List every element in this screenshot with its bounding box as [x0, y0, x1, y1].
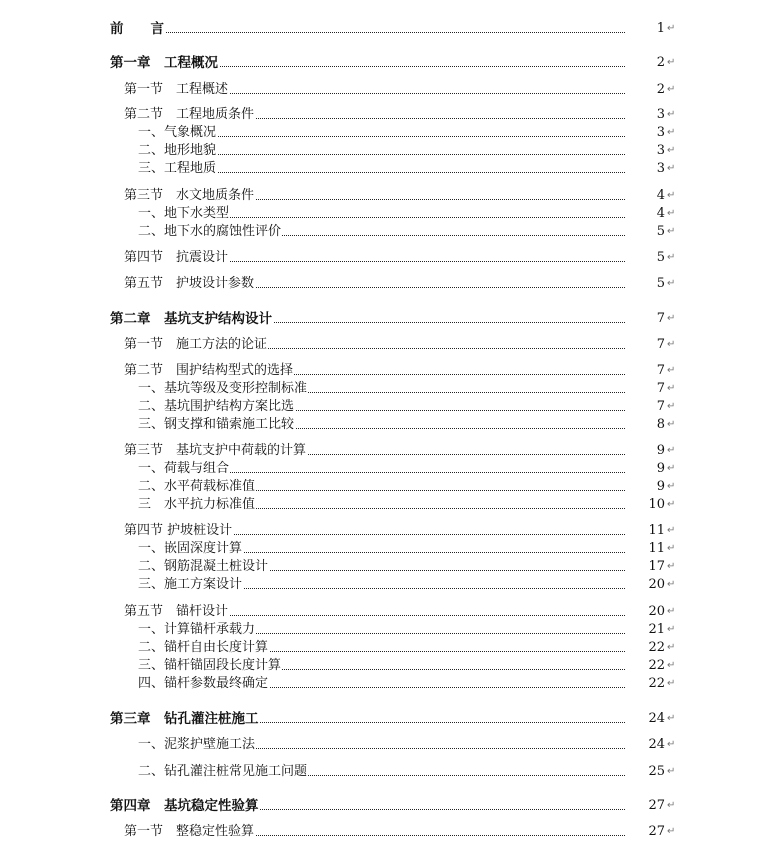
toc-subsection-entry[interactable] — [0, 223, 781, 241]
toc-chapter-entry[interactable] — [0, 310, 781, 328]
toc-subsection-entry[interactable] — [0, 142, 781, 160]
toc-entry-label: 第四章 基坑稳定性验算 — [110, 798, 259, 814]
paragraph-mark-icon: ↵ — [667, 561, 676, 572]
toc-entry-label: 三、工程地质 — [138, 161, 217, 176]
toc-page-number: 3 — [625, 124, 665, 142]
toc-subsection-entry[interactable] — [0, 160, 781, 178]
toc-page-number: 7 — [625, 380, 665, 398]
paragraph-mark-icon: ↵ — [667, 800, 676, 811]
toc-page-number: 4 — [625, 205, 665, 223]
toc-entry-label: 一、泥浆护壁施工法 — [138, 737, 256, 752]
toc-subsection-entry[interactable] — [0, 380, 781, 398]
paragraph-mark-icon: ↵ — [667, 313, 676, 324]
toc-page-number: 17 — [625, 558, 665, 576]
dot-leader — [138, 172, 665, 173]
toc-section-entry[interactable] — [0, 81, 781, 99]
toc-page-number: 8 — [625, 416, 665, 434]
toc-chapter-entry[interactable] — [0, 710, 781, 728]
toc-entry-label: 二、钢筋混凝土桩设计 — [138, 559, 269, 574]
paragraph-mark-icon: ↵ — [667, 826, 676, 837]
paragraph-mark-icon: ↵ — [667, 624, 676, 635]
paragraph-mark-icon: ↵ — [667, 163, 676, 174]
toc-chapter-entry[interactable] — [0, 20, 781, 38]
toc-page-number: 7 — [625, 310, 665, 328]
toc-entry-label: 第三章 钻孔灌注桩施工 — [110, 711, 259, 727]
paragraph-mark-icon: ↵ — [667, 365, 676, 376]
toc-subsection-entry[interactable] — [0, 540, 781, 558]
toc-section-entry[interactable] — [0, 603, 781, 621]
toc-entry-label: 二、地下水的腐蚀性评价 — [138, 224, 282, 239]
toc-page-number: 11 — [625, 540, 665, 558]
toc-subsection-entry[interactable] — [0, 621, 781, 639]
toc-entry-label: 一、荷载与组合 — [138, 461, 230, 476]
toc-entry-label: 第一节 整稳定性验算 — [124, 824, 255, 839]
paragraph-mark-icon: ↵ — [667, 383, 676, 394]
toc-entry-label: 第五节 护坡设计参数 — [124, 276, 255, 291]
toc-section-entry[interactable] — [0, 442, 781, 460]
toc-entry-label: 前 言 — [110, 21, 164, 37]
paragraph-mark-icon: ↵ — [667, 445, 676, 456]
paragraph-mark-icon: ↵ — [667, 127, 676, 138]
toc-subsection-entry[interactable] — [0, 763, 781, 781]
toc-page-number: 2 — [625, 54, 665, 72]
toc-entry-label: 第三节 基坑支护中荷载的计算 — [124, 443, 307, 458]
toc-subsection-entry[interactable] — [0, 398, 781, 416]
toc-page-number: 1 — [625, 20, 665, 38]
paragraph-mark-icon: ↵ — [667, 525, 676, 536]
paragraph-mark-icon: ↵ — [667, 252, 676, 263]
paragraph-mark-icon: ↵ — [667, 499, 676, 510]
toc-section-entry[interactable] — [0, 249, 781, 267]
toc-section-entry[interactable] — [0, 823, 781, 841]
toc-entry-label: 四、锚杆参数最终确定 — [138, 676, 269, 691]
toc-page-number: 22 — [625, 675, 665, 693]
toc-page-number: 7 — [625, 398, 665, 416]
toc-page-number: 10 — [625, 496, 665, 514]
toc-entry-label: 第二节 围护结构型式的选择 — [124, 363, 294, 378]
toc-section-entry[interactable] — [0, 362, 781, 380]
toc-entry-label: 三 水平抗力标准值 — [138, 497, 256, 512]
toc-section-entry[interactable] — [0, 187, 781, 205]
toc-section-entry[interactable] — [0, 106, 781, 124]
toc-page-number: 9 — [625, 442, 665, 460]
paragraph-mark-icon: ↵ — [667, 401, 676, 412]
toc-subsection-entry[interactable] — [0, 124, 781, 142]
toc-section-entry[interactable] — [0, 275, 781, 293]
toc-subsection-entry[interactable] — [0, 478, 781, 496]
toc-entry-label: 二、基坑围护结构方案比选 — [138, 399, 295, 414]
toc-subsection-entry[interactable] — [0, 639, 781, 657]
toc-page-number: 27 — [625, 823, 665, 841]
paragraph-mark-icon: ↵ — [667, 579, 676, 590]
paragraph-mark-icon: ↵ — [667, 713, 676, 724]
toc-page-number: 4 — [625, 187, 665, 205]
toc-page-number: 22 — [625, 639, 665, 657]
paragraph-mark-icon: ↵ — [667, 145, 676, 156]
paragraph-mark-icon: ↵ — [667, 606, 676, 617]
toc-page-number: 24 — [625, 710, 665, 728]
toc-entry-label: 第二章 基坑支护结构设计 — [110, 311, 272, 327]
toc-subsection-entry[interactable] — [0, 576, 781, 594]
toc-entry-label: 一、嵌固深度计算 — [138, 541, 243, 556]
toc-chapter-entry[interactable] — [0, 797, 781, 815]
toc-subsection-entry[interactable] — [0, 657, 781, 675]
toc-page-number: 24 — [625, 736, 665, 754]
paragraph-mark-icon: ↵ — [667, 660, 676, 671]
toc-page-number: 3 — [625, 142, 665, 160]
paragraph-mark-icon: ↵ — [667, 678, 676, 689]
toc-page-number: 9 — [625, 460, 665, 478]
toc-page-number: 2 — [625, 81, 665, 99]
paragraph-mark-icon: ↵ — [667, 84, 676, 95]
toc-page-number: 21 — [625, 621, 665, 639]
toc-entry-label: 第四节 护坡桩设计 — [124, 523, 233, 538]
paragraph-mark-icon: ↵ — [667, 109, 676, 120]
paragraph-mark-icon: ↵ — [667, 642, 676, 653]
toc-page-number: 20 — [625, 603, 665, 621]
toc-entry-label: 三、施工方案设计 — [138, 577, 243, 592]
dot-leader — [110, 32, 665, 33]
paragraph-mark-icon: ↵ — [667, 419, 676, 430]
toc-page-number: 27 — [625, 797, 665, 815]
toc-page-number: 5 — [625, 275, 665, 293]
toc-entry-label: 第一节 施工方法的论证 — [124, 337, 268, 352]
dot-leader — [138, 154, 665, 155]
toc-subsection-entry[interactable] — [0, 675, 781, 693]
toc-entry-label: 一、地下水类型 — [138, 206, 230, 221]
toc-subsection-entry[interactable] — [0, 736, 781, 754]
toc-entry-label: 第一章 工程概况 — [110, 55, 218, 71]
toc-page-number: 25 — [625, 763, 665, 781]
toc-page-number: 7 — [625, 336, 665, 354]
paragraph-mark-icon: ↵ — [667, 57, 676, 68]
toc-page-number: 5 — [625, 249, 665, 267]
toc-page-number: 11 — [625, 522, 665, 540]
toc-entry-label: 一、计算锚杆承载力 — [138, 622, 256, 637]
toc-entry-label: 第四节 抗震设计 — [124, 250, 229, 265]
toc-entry-label: 一、基坑等级及变形控制标准 — [138, 381, 308, 396]
toc-section-entry[interactable] — [0, 522, 781, 540]
toc-entry-label: 第二节 工程地质条件 — [124, 107, 255, 122]
toc-page-number: 5 — [625, 223, 665, 241]
paragraph-mark-icon: ↵ — [667, 23, 676, 34]
paragraph-mark-icon: ↵ — [667, 190, 676, 201]
toc-entry-label: 一、气象概况 — [138, 125, 217, 140]
toc-subsection-entry[interactable] — [0, 205, 781, 223]
toc-entry-label: 三、钢支撑和锚索施工比较 — [138, 417, 295, 432]
paragraph-mark-icon: ↵ — [667, 208, 676, 219]
toc-page-number: 22 — [625, 657, 665, 675]
paragraph-mark-icon: ↵ — [667, 766, 676, 777]
toc-entry-label: 第一节 工程概述 — [124, 82, 229, 97]
toc-entry-label: 第三节 水文地质条件 — [124, 188, 255, 203]
toc-subsection-entry[interactable] — [0, 416, 781, 434]
paragraph-mark-icon: ↵ — [667, 339, 676, 350]
paragraph-mark-icon: ↵ — [667, 481, 676, 492]
paragraph-mark-icon: ↵ — [667, 463, 676, 474]
toc-page-number: 3 — [625, 160, 665, 178]
toc-page-number: 20 — [625, 576, 665, 594]
toc-chapter-entry[interactable] — [0, 54, 781, 72]
toc-subsection-entry[interactable] — [0, 460, 781, 478]
toc-section-entry[interactable] — [0, 336, 781, 354]
toc-entry-label: 三、锚杆锚固段长度计算 — [138, 658, 282, 673]
paragraph-mark-icon: ↵ — [667, 739, 676, 750]
dot-leader — [138, 136, 665, 137]
paragraph-mark-icon: ↵ — [667, 543, 676, 554]
toc-entry-label: 二、锚杆自由长度计算 — [138, 640, 269, 655]
toc-entry-label: 二、钻孔灌注桩常见施工问题 — [138, 764, 308, 779]
toc-entry-label: 二、地形地貌 — [138, 143, 217, 158]
toc-page-number: 7 — [625, 362, 665, 380]
paragraph-mark-icon: ↵ — [667, 278, 676, 289]
toc-page-number: 3 — [625, 106, 665, 124]
toc-entry-label: 二、水平荷载标准值 — [138, 479, 256, 494]
paragraph-mark-icon: ↵ — [667, 226, 676, 237]
toc-subsection-entry[interactable] — [0, 558, 781, 576]
toc-entry-label: 第五节 锚杆设计 — [124, 604, 229, 619]
toc-subsection-entry[interactable] — [0, 496, 781, 514]
toc-page-number: 9 — [625, 478, 665, 496]
